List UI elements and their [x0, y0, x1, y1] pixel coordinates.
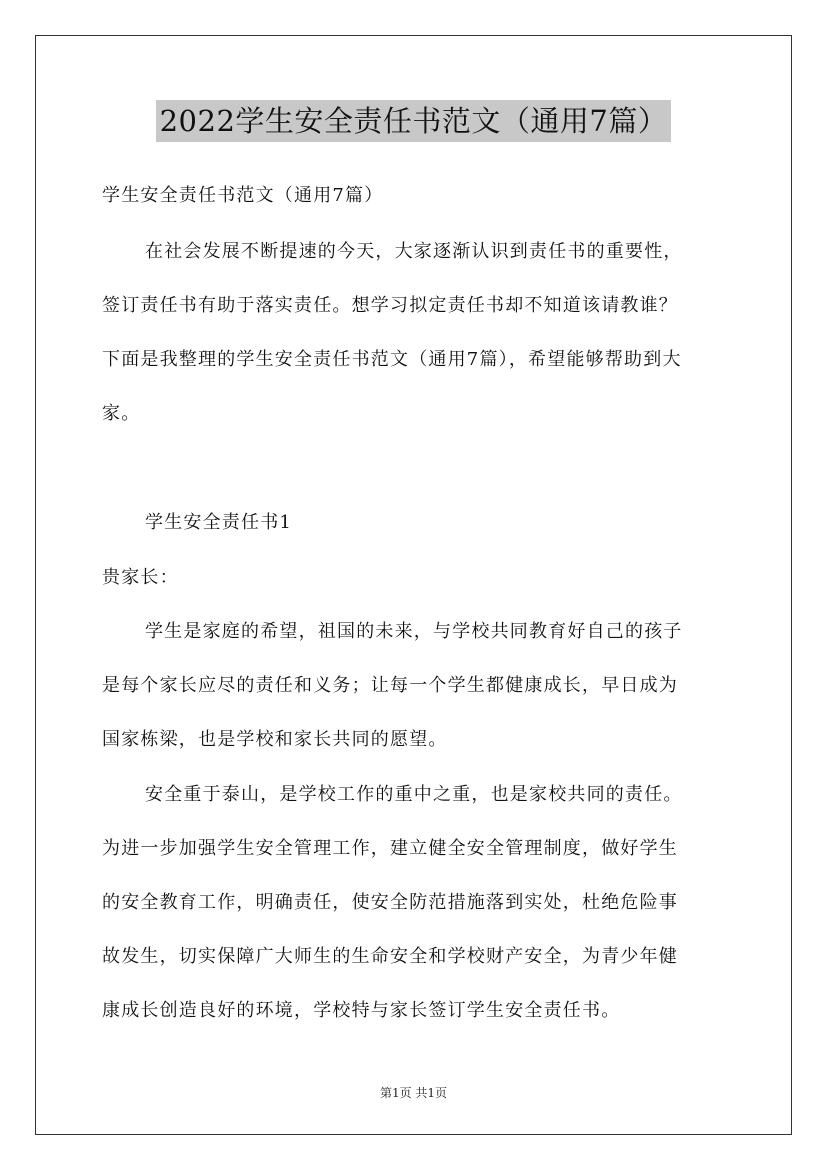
- document-subtitle: 学生安全责任书范文（通用7篇）: [102, 185, 384, 206]
- paragraph-line: 故发生，切实保障广大师生的生命安全和学校财产安全，为青少年健: [102, 946, 678, 967]
- intro-line: 签订责任书有助于落实责任。想学习拟定责任书却不知道该请教谁？: [102, 295, 678, 316]
- paragraph-line: 学生是家庭的希望，祖国的未来，与学校共同教育好自己的孩子: [145, 621, 683, 642]
- title-container: [0, 100, 827, 142]
- paragraph-line: 是每个家长应尽的责任和义务；让每一个学生都健康成长，早日成为: [102, 675, 678, 696]
- paragraph-line: 康成长创造良好的环境，学校特与家长签订学生安全责任书。: [102, 1000, 621, 1021]
- paragraph-line: 国家栋梁，也是学校和家长共同的愿望。: [102, 729, 448, 750]
- salutation: 贵家长：: [102, 567, 179, 588]
- intro-line: 家。: [102, 403, 141, 424]
- document-title: 2022学生安全责任书范文（通用7篇）: [156, 100, 672, 142]
- section-heading: 学生安全责任书1: [145, 512, 293, 533]
- intro-line: 在社会发展不断提速的今天，大家逐渐认识到责任书的重要性，: [145, 241, 683, 262]
- paragraph-line: 安全重于泰山，是学校工作的重中之重，也是家校共同的责任。: [145, 784, 683, 805]
- paragraph-line: 为进一步加强学生安全管理工作，建立健全安全管理制度，做好学生: [102, 838, 678, 859]
- intro-line: 下面是我整理的学生安全责任书范文（通用7篇），希望能够帮助到大: [102, 349, 682, 370]
- page-footer: 第1页 共1页: [379, 1086, 448, 1100]
- paragraph-line: 的安全教育工作，明确责任，使安全防范措施落到实处，杜绝危险事: [102, 892, 678, 913]
